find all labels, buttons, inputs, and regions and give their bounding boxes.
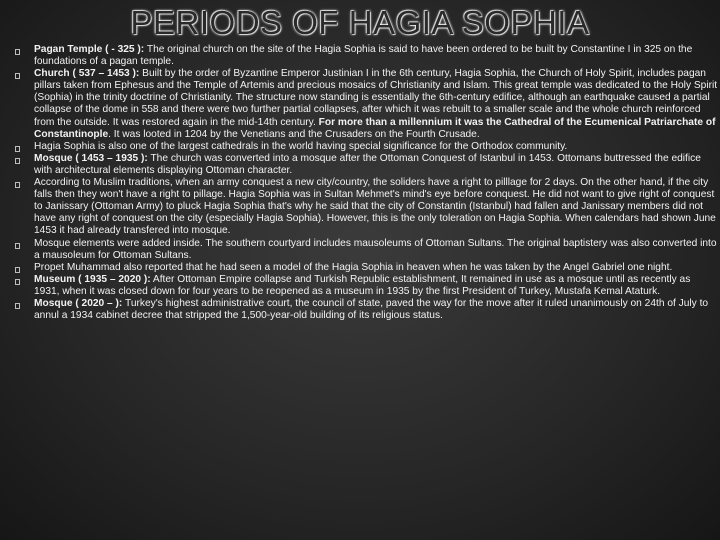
period-heading: Museum ( 1935 – 2020 ): bbox=[34, 273, 151, 285]
bullet-text-tail: . It was looted in 1204 by the Venetians and the Crusaders on the Fourth Crusade. bbox=[108, 128, 480, 140]
bullet-text: Propet Muhammad also reported that he had seen a model of the Hagia Sophia in heaven when he was taken by the Angel Gabriel one night. bbox=[34, 261, 673, 273]
bullet-item-church bbox=[12, 68, 718, 141]
bullet-item-pagan-temple bbox=[12, 44, 718, 68]
bullet-square-icon bbox=[15, 146, 20, 152]
period-heading: Mosque ( 1453 – 1935 ): bbox=[34, 152, 148, 164]
bullet-text: The original church on the site of the Hagia Sophia is said to have been ordered to be built by Constantine I in 325 on the foundations of a pagan temple. bbox=[34, 44, 693, 68]
bullet-item-museum bbox=[12, 274, 718, 298]
bullet-text: After Ottoman Empire collapse and Turkish Republic establishment, It remained in use as a mosque until as recently as 1931, when it was closed down for four years to be reopened as a museum in 1935 by the first President of Turkey, Mustafa Kemal Ataturk. bbox=[34, 273, 691, 297]
bullet-square-icon bbox=[15, 303, 20, 309]
bullet-item-orthodox bbox=[12, 141, 718, 153]
bullet-text: Turkey's highest administrative court, the council of state, paved the way for the move after it ruled unanimously on 24th of July to annul a 1934 cabinet decree that stripped the 1,500-year-old building of its religious status. bbox=[34, 297, 709, 322]
bullet-text: Mosque elements were added inside. The southern courtyard includes mausoleums of Ottoman Sultans. The original baptistery was also converted into a mausoleum for Ottoman Sultans. bbox=[34, 237, 717, 261]
slide-title: PERIODS OF HAGIA SOPHIA bbox=[130, 4, 590, 41]
period-heading: Church ( 537 – 1453 ): bbox=[34, 68, 140, 80]
period-heading: Pagan Temple ( - 325 ): bbox=[34, 44, 145, 55]
bullet-item-prophet bbox=[12, 262, 718, 274]
bullet-item-mosque-1453 bbox=[12, 153, 718, 177]
bullet-list bbox=[12, 44, 718, 322]
bullet-item-mosque-elements bbox=[12, 238, 718, 262]
emphasized-text: For more than a millennium it was the Cathedral of the Ecumenical Patriarchate of Constantinople bbox=[34, 116, 716, 140]
bullet-square-icon bbox=[15, 267, 20, 273]
bullet-text: Built by the order of Byzantine Emperor Justinian I in the 6th century, Hagia Sophia, the Church of Holy Spirit, includes pagan pillars taken from Ephesus and the Temple of Artemis and precious mosaics of Christianity and Islam. This great temple was dedicated to the Holy Spirit (Sophia) in the trinity doctrine of Christianity. The structure now standing is essentially the 6th-century edifice, although an earthquake caused a partial collapse of the dome in 558 and there were two further partial collapses, after which it was rebuilt to a smaller scale and the whole church reinforced from the outside. It was restored again in the mid-14th century. bbox=[34, 68, 718, 128]
bullet-text: According to Muslim traditions, when an army conquest a new city/country, the soliders have a right to pilllage for 2 days. On the other hand, if the city falls then they won't have a right to pillage. Hagia Sophia was in Sultan Mehmet's mind's eye before conquest. He did not want to give right of conquest to Janissary (Ottoman Army) to pluck Hagia Sophia that's why he said that the city of Constantin (Istanbul) had fallen and Janissary members did not have any right of conquest on the city (especially Hagia Sophia). However, this is the only toleration on Hagia Sophia. When calendars had shown June 1453 it had already transfered into mosque. bbox=[34, 177, 716, 237]
bullet-square-icon bbox=[15, 243, 20, 249]
bullet-text: Hagia Sophia is also one of the largest cathedrals in the world having special significance for the Orthodox community. bbox=[34, 140, 568, 152]
period-heading: Mosque ( 2020 – ): bbox=[34, 297, 123, 309]
bullet-item-mosque-2020 bbox=[12, 298, 718, 322]
bullet-square-icon bbox=[15, 73, 20, 79]
bullet-item-muslim-traditions bbox=[12, 177, 718, 237]
bullet-text: The church was converted into a mosque after the Ottoman Conquest of Istanbul in 1453. Ottomans buttressed the edifice with architectural elements displaying Ottoman character. bbox=[34, 152, 701, 176]
bullet-square-icon bbox=[15, 279, 20, 285]
bullet-square-icon bbox=[15, 182, 20, 188]
bullet-square-icon bbox=[15, 49, 20, 55]
bullet-square-icon bbox=[15, 158, 20, 164]
